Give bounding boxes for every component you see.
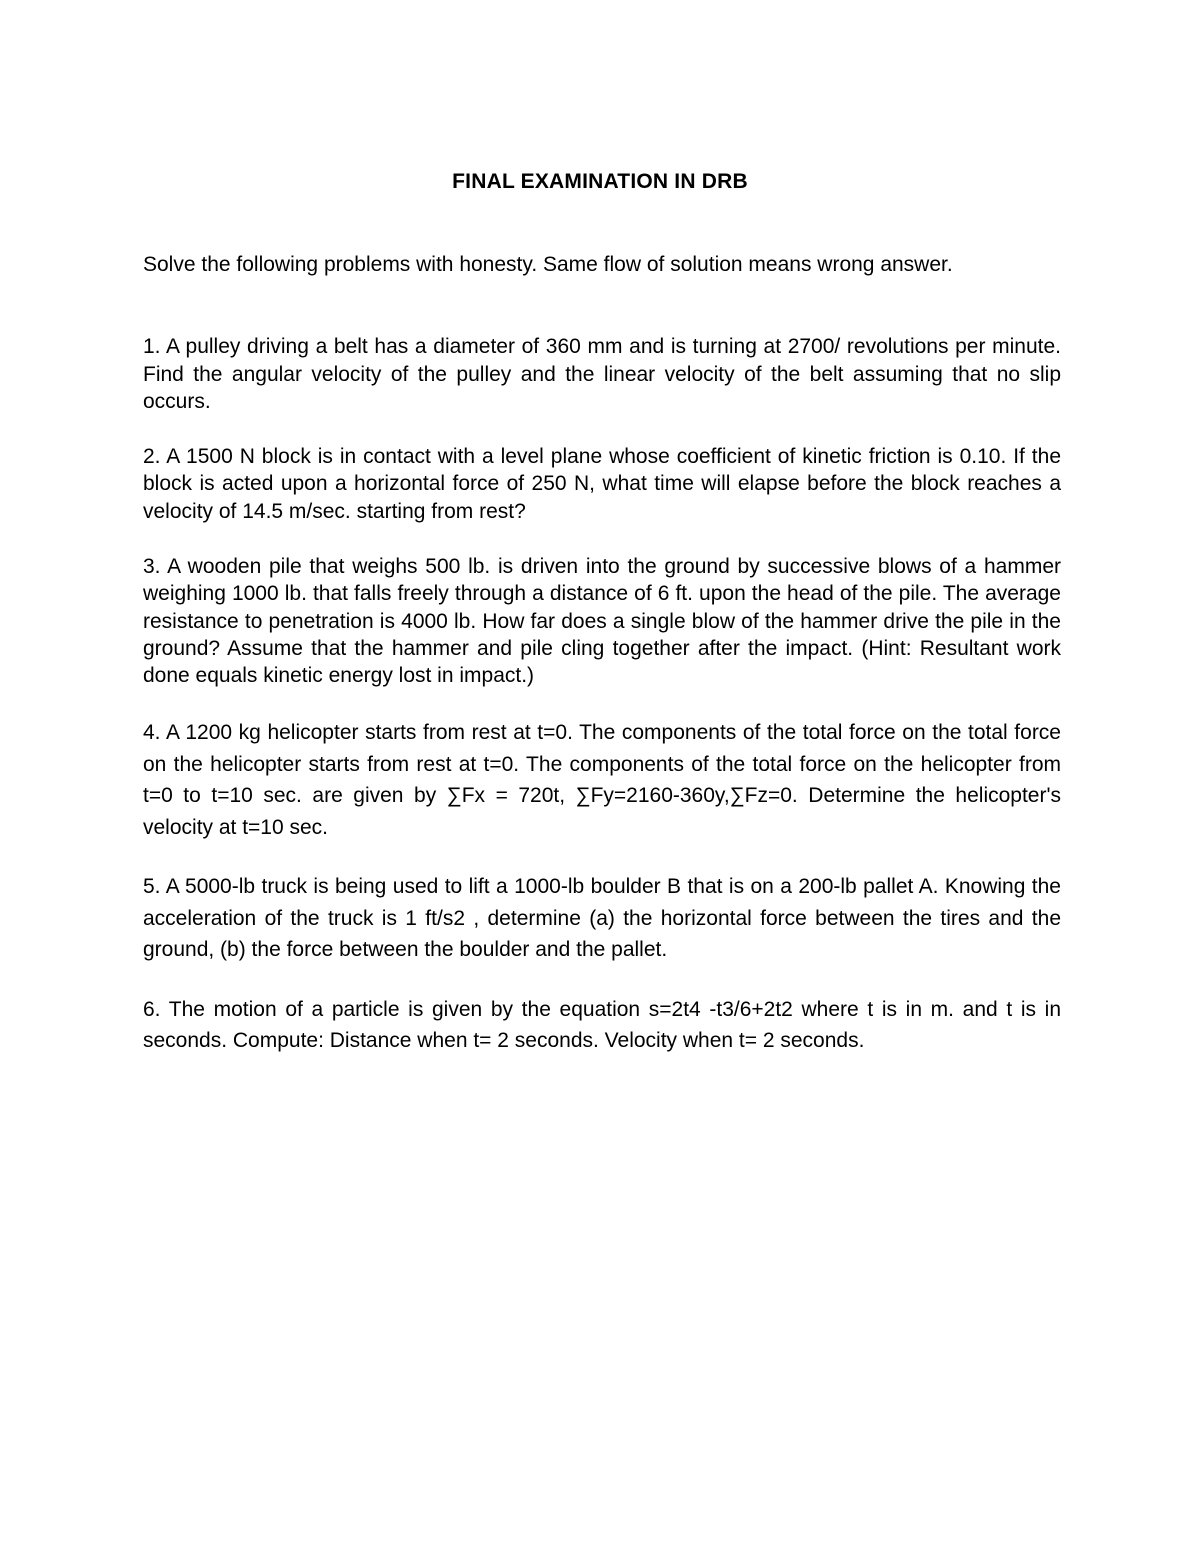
problem-6: 6. The motion of a particle is given by the equation s=2t4 -t3/6+2t2 where t is in m. and t is in seconds. Compute: Distance when t= 2 seconds. Velocity when t= 2 seconds. (143, 997, 1061, 1053)
problem-list (143, 333, 1061, 1057)
problem-3: 3. A wooden pile that weighs 500 lb. is driven into the ground by successive blows of a hammer weighing 1000 lb. that falls freely through a distance of 6 ft. upon the head of the pile. The average resistance to penetration is 4000 lb. How far does a single blow of the hammer drive the pile in the ground? Assume that the hammer and pile cling together after the impact. (Hint: Resultant work done equals kinetic energy lost in impact.) (143, 555, 1061, 688)
problem-1: 1. A pulley driving a belt has a diameter of 360 mm and is turning at 2700/ revolutions per minute. Find the angular velocity of the pulley and the linear velocity of the belt assuming that no slip occurs. (143, 335, 1061, 413)
problem-2: 2. A 1500 N block is in contact with a level plane whose coefficient of kinetic friction is 0.10. If the block is acted upon a horizontal force of 250 N, what time will elapse before the block reaches a velocity of 14.5 m/sec. starting from rest? (143, 444, 1061, 523)
instructions-text: Solve the following problems with honesty. Same flow of solution means wrong answer. (143, 253, 953, 276)
problem-5: 5. A 5000-lb truck is being used to lift a 1000-lb boulder B that is on a 200-lb pallet A. Knowing the acceleration of the truck is 1 ft/s2 , determine (a) the horizontal force between the tires and the ground, (b) the force between the boulder and the pallet. (143, 875, 1061, 962)
problem-4: 4. A 1200 kg helicopter starts from rest at t=0. The components of the total force on the total force on the helicopter starts from rest at t=0. The components of the total force on the helicopter from t=0 to t=10 sec. are given by ∑Fx = 720t, ∑Fy=2160-360y,∑Fz=0. Determine the helicopter's velocity at t=10 sec. (143, 721, 1061, 839)
document-title: FINAL EXAMINATION IN DRB (452, 170, 748, 193)
